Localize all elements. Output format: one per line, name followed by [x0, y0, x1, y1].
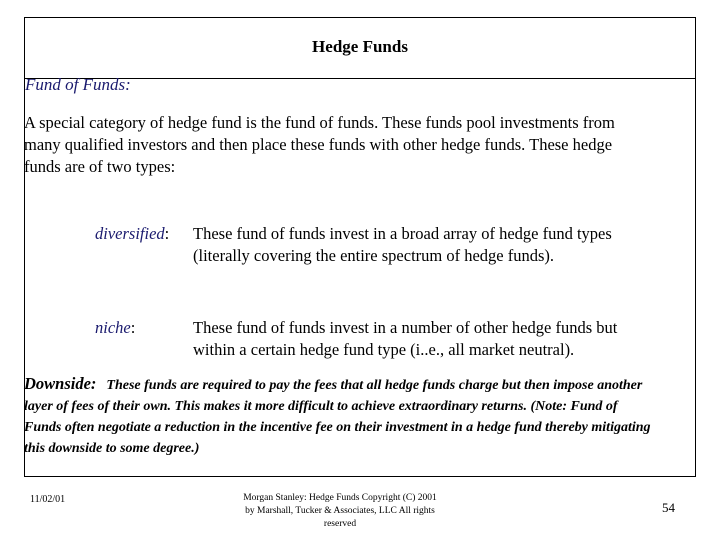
type-term-label: niche: [95, 318, 131, 337]
footer-date: 11/02/01: [30, 494, 66, 505]
type-term-niche: niche:: [95, 318, 136, 337]
footer-credit-line: reserved: [323, 519, 357, 529]
type-description-niche: These fund of funds invest in a number of other hedge funds but within a certain hedge fund type (i..e., all market neutral).: [193, 318, 618, 359]
type-term-diversified: diversified:: [95, 224, 170, 243]
type-description-diversified: These fund of funds invest in a broad array of hedge fund types (literally covering the entire spectrum of hedge funds).: [193, 224, 612, 265]
section-heading: Fund of Funds:: [25, 75, 131, 94]
footer-credit-line: by Marshall, Tucker & Associates, LLC All rights: [245, 506, 435, 516]
page-number: 54: [662, 500, 675, 515]
downside-label: Downside:: [24, 374, 97, 393]
footer-credit: [230, 492, 450, 531]
type-term-label: diversified: [95, 224, 165, 243]
downside-block: [24, 373, 654, 459]
downside-text: These funds are required to pay the fees that all hedge funds charge but then impose another layer of fees of their own. This makes it more difficult to achieve extraordinary returns. (Note: Fund of Funds often negotiate a reduction in the incentive fee on their investment in a hedge fund thereby mitigating this downside to some degree.): [24, 378, 651, 456]
footer-credit-line: Morgan Stanley: Hedge Funds Copyright (C) 2001: [243, 493, 437, 503]
intro-paragraph: A special category of hedge fund is the fund of funds. These funds pool investments from many qualified investors and then place these funds with other hedge funds. These hedge funds are of two types:: [24, 113, 615, 176]
slide-title: Hedge Funds: [312, 37, 408, 56]
